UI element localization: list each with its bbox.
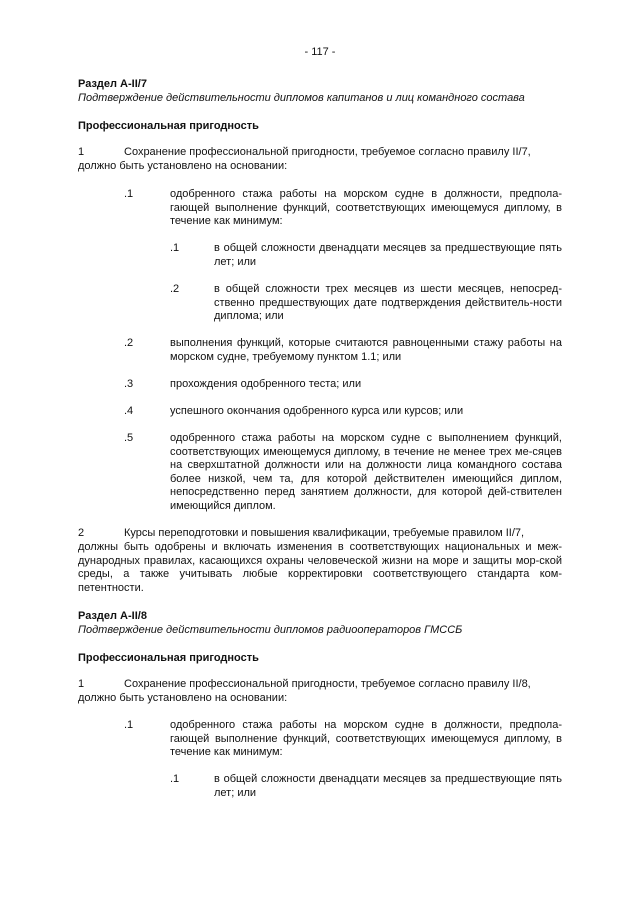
- list-item-number: .2: [124, 337, 134, 349]
- list-item-number: .5: [124, 432, 134, 444]
- sublist-item-text: в общей сложности трех месяцев из шести месяцев, непосред-ственно предшествующих дате подтверждения действитель-ности диплома; или: [214, 283, 562, 323]
- list-item-number: .4: [124, 405, 134, 417]
- list-item-text: прохождения одобренного теста; или: [170, 378, 362, 390]
- section-heading: Раздел A-II/7: [78, 78, 147, 90]
- list-item-text: одобренного стажа работы на морском судне с выполнением функций, соответствующих имеющемуся диплому, в течение не менее трех ме-сяцев на сверхштатной должности или на должности лица командного состава более низкой, чем та, для которой действителен имеющийся диплом, непосредственно перед занятием должности, для которой дей-ствителен имеющийся диплом.: [170, 432, 562, 512]
- list-item-number: .3: [124, 378, 134, 390]
- paragraph-text: Сохранение профессиональной пригодности, требуемое согласно правилу II/7,: [124, 146, 531, 158]
- paragraph-text-continued: должно быть установлено на основании:: [78, 692, 288, 704]
- paragraph-number: 2: [78, 527, 85, 539]
- list-item-number: .1: [124, 188, 134, 200]
- paragraph-text: Курсы переподготовки и повышения квалификации, требуемые правилом II/7,: [124, 527, 525, 539]
- paragraph-text-continued: должно быть установлено на основании:: [78, 160, 288, 172]
- section-subtitle: Подтверждение действительности дипломов капитанов и лиц командного состава: [78, 92, 525, 104]
- page-number: - 117 -: [304, 46, 336, 58]
- paragraph-number: 1: [78, 146, 85, 158]
- competence-heading: Профессиональная пригодность: [78, 652, 259, 664]
- list-item-text: успешного окончания одобренного курса или курсов; или: [170, 405, 464, 417]
- list-item-text: одобренного стажа работы на морском судне в должности, предпола-гающей выполнение функций, соответствующих имеющемуся диплому, в течение как минимум:: [170, 188, 562, 228]
- sublist-item-number: .1: [170, 242, 180, 254]
- list-item-text: одобренного стажа работы на морском судне в должности, предпола-гающей выполнение функций, соответствующих имеющемуся диплому, в течение как минимум:: [170, 719, 562, 759]
- section-heading: Раздел A-II/8: [78, 610, 147, 622]
- paragraph-number: 1: [78, 678, 85, 690]
- sublist-item-number: .1: [170, 773, 180, 785]
- sublist-item-text: в общей сложности двенадцати месяцев за предшествующие пять лет; или: [214, 773, 562, 799]
- paragraph-text-continued: должны быть одобрены и включать изменения в соответствующих национальных и меж-дународных правилах, касающихся охраны человеческой жизни на море и защиты мор-ской среды, а также учитывать любые корректировки соответствующего стандарта ком-петентности.: [78, 541, 562, 594]
- sublist-item-number: .2: [170, 283, 180, 295]
- sublist-item-text: в общей сложности двенадцати месяцев за предшествующие пять лет; или: [214, 242, 562, 268]
- list-item-text: выполнения функций, которые считаются равноценными стажу работы на морском судне, требуемому пунктом 1.1; или: [170, 337, 562, 363]
- competence-heading: Профессиональная пригодность: [78, 120, 259, 132]
- paragraph-text: Сохранение профессиональной пригодности, требуемое согласно правилу II/8,: [124, 678, 531, 690]
- list-item-number: .1: [124, 719, 134, 731]
- section-subtitle: Подтверждение действительности дипломов радиооператоров ГМССБ: [78, 624, 463, 636]
